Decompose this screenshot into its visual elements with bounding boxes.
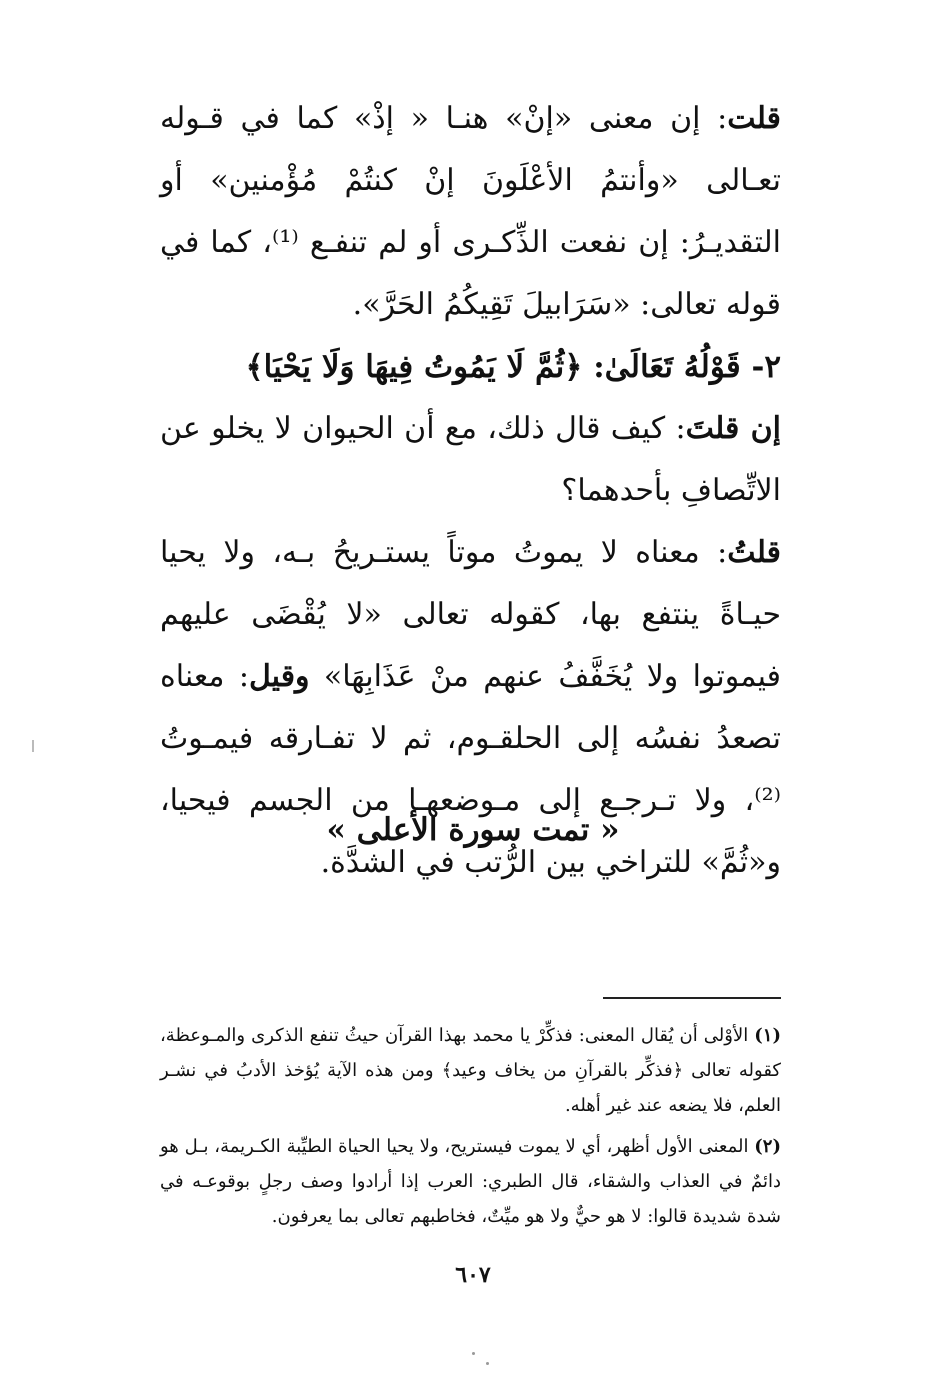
paragraph-1 (160, 88, 781, 336)
footnote-2-number: (٢) (754, 1136, 781, 1157)
scan-speck (472, 1352, 475, 1355)
scan-speck (486, 1362, 489, 1365)
paragraph-3-text-b: : معناه تصعدُ نفسُه إلى الحلقـوم، ثم لا تفـارقه فيمـوتُ ⁽²⁾، ولا تـرجـع إلى مـوضعهـا من الجسم فيحيا، و«ثُمَّ» للتراخي بين الرُّتب في الشدَّة. (160, 659, 781, 880)
footnote-2-text: المعنى الأول أظهر، أي لا يموت فيستريح، ولا يحيا الحياة الطيِّبة الكـريمة، بـل هو دائمٌ في العذاب والشقاء، قال الطبري: العرب إذا أرادوا وصف رجلٍ بوقوعـه في شدة شديدة قالوا: لا هو حيٌّ ولا هو ميِّتٌ، فخاطبهم تعالى بما يعرفون. (160, 1136, 781, 1227)
verse-text: قَوْلُهُ تَعَالَىٰ: ﴿ثُمَّ لَا يَمُوتُ فِيهَا وَلَا يَحْيَا﴾ (245, 349, 741, 385)
paragraph-2-lead: إن قلتَ (685, 411, 782, 446)
footnotes (160, 1018, 781, 1240)
paragraph-1-text: : إن معنى «إنْ» هنـا « إذْ» كما في قـوله تعـالى «وأنتمُ الأعْلَونَ إنْ كنتُمْ مُؤْمنين» أو التقديـرُ: إن نفعت الذِّكـرى أو لم تنفـع ⁽¹⁾، كما في قوله تعالى: «سَرَابيلَ تَقِيكُمُ الحَرَّ». (160, 101, 781, 322)
verse-heading (160, 336, 781, 398)
verse-number: ٢- (751, 349, 781, 385)
footnote-1-number: (١) (754, 1025, 781, 1046)
main-text-body (160, 88, 781, 894)
scan-edge-mark (32, 740, 34, 752)
paragraph-1-lead: قلت (727, 101, 781, 136)
paragraph-2 (160, 398, 781, 522)
footnote-1-text: الأوْلى أن يُقال المعنى: فذكِّرْ يا محمد بهذا القرآن حيثُ تنفع الذكرى والمـوعظة، كقوله تعالى ﴿فذكِّر بالقرآنِ من يخاف وعيد﴾ ومن هذه الآية يُؤخذ الأدبُ في نشـر العلم، فلا يضعه عند غير أهله. (160, 1025, 781, 1116)
paragraph-3-lead-2: وقيل (248, 659, 310, 694)
paragraph-2-text: : كيف قال ذلك، مع أن الحيوان لا يخلو عن الاتِّصافِ بأحدهما؟ (160, 411, 781, 508)
surah-closing-title: « تمت سورة الأعلى » (326, 812, 620, 848)
footnote-2 (160, 1129, 781, 1234)
footnote-1 (160, 1018, 781, 1123)
page-number: ٦٠٧ (455, 1262, 491, 1288)
paragraph-3-lead: قلتُ (727, 535, 781, 570)
footnote-divider (603, 997, 781, 999)
paragraph-3-text-a: : معناه لا يموتُ موتاً يستـريحُ بـه، ولا يحيا حيـاةً ينتفع بها، كقوله تعالى «لا يُقْضَى عليهم فيموتوا ولا يُخَفَّفُ عنهم منْ عَذَابِهَا» (160, 535, 782, 694)
